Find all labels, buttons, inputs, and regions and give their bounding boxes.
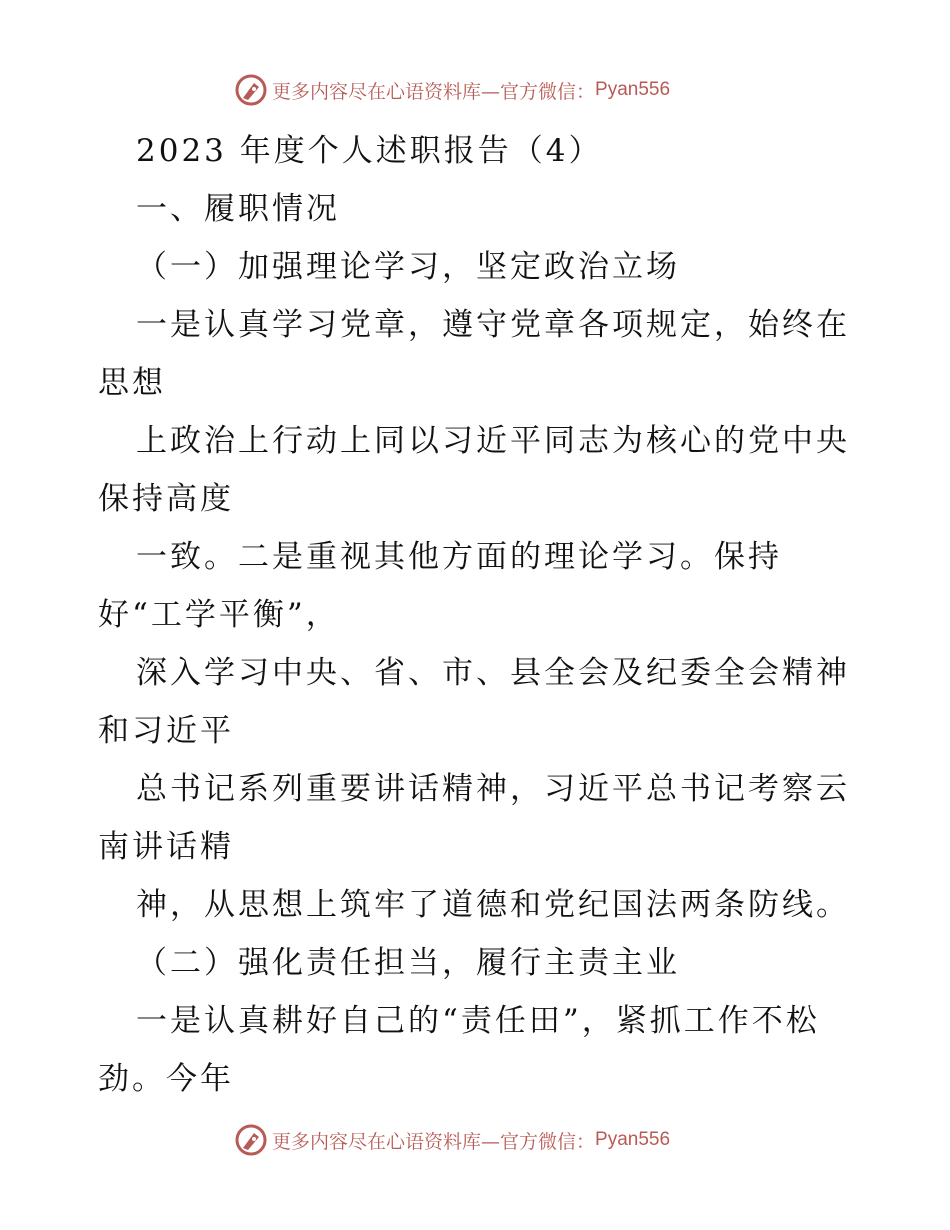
watermark-text: 更多内容尽在心语资料库—官方微信： xyxy=(272,1130,596,1153)
doc-title: 2023 年度个人述职报告（4） xyxy=(136,133,603,169)
paragraph-line: 上政治上行动上同以习近平同志为核心的党中央 xyxy=(136,423,850,459)
subsection-heading: （二）强化责任担当，履行主责主业 xyxy=(136,945,680,981)
header-watermark xyxy=(234,72,670,108)
pen-nib-circle-icon xyxy=(234,1123,268,1157)
pen-nib-circle-icon xyxy=(234,73,268,107)
paragraph-line: 一是认真耕好自己的“责任田”，紧抓工作不松 xyxy=(136,1003,820,1039)
paragraph-line: 和习近平 xyxy=(98,713,234,749)
paragraph-line: 好“工学平衡”， xyxy=(98,597,340,633)
paragraph-line: 劲。今年 xyxy=(98,1061,234,1097)
paragraph-line: 深入学习中央、省、市、县全会及纪委全会精神 xyxy=(136,655,850,691)
subsection-heading: （一）加强理论学习，坚定政治立场 xyxy=(136,249,680,285)
watermark-text: 更多内容尽在心语资料库—官方微信： xyxy=(272,80,596,103)
paragraph-line: 思想 xyxy=(98,365,166,401)
paragraph-line: 总书记系列重要讲话精神，习近平总书记考察云 xyxy=(136,771,850,807)
paragraph-line: 神，从思想上筑牢了道德和党纪国法两条防线。 xyxy=(136,887,850,923)
paragraph-line: 保持高度 xyxy=(98,481,234,517)
watermark-handle: Pyan556 xyxy=(595,1129,671,1150)
watermark-handle: Pyan556 xyxy=(595,79,671,100)
paragraph-line: 南讲话精 xyxy=(98,829,234,865)
paragraph-line: 一是认真学习党章，遵守党章各项规定，始终在 xyxy=(136,307,850,343)
paragraph-line: 一致。二是重视其他方面的理论学习。保持 xyxy=(136,539,782,575)
footer-watermark xyxy=(234,1122,670,1158)
section-heading: 一、履职情况 xyxy=(136,191,340,227)
document-body xyxy=(98,122,858,1108)
